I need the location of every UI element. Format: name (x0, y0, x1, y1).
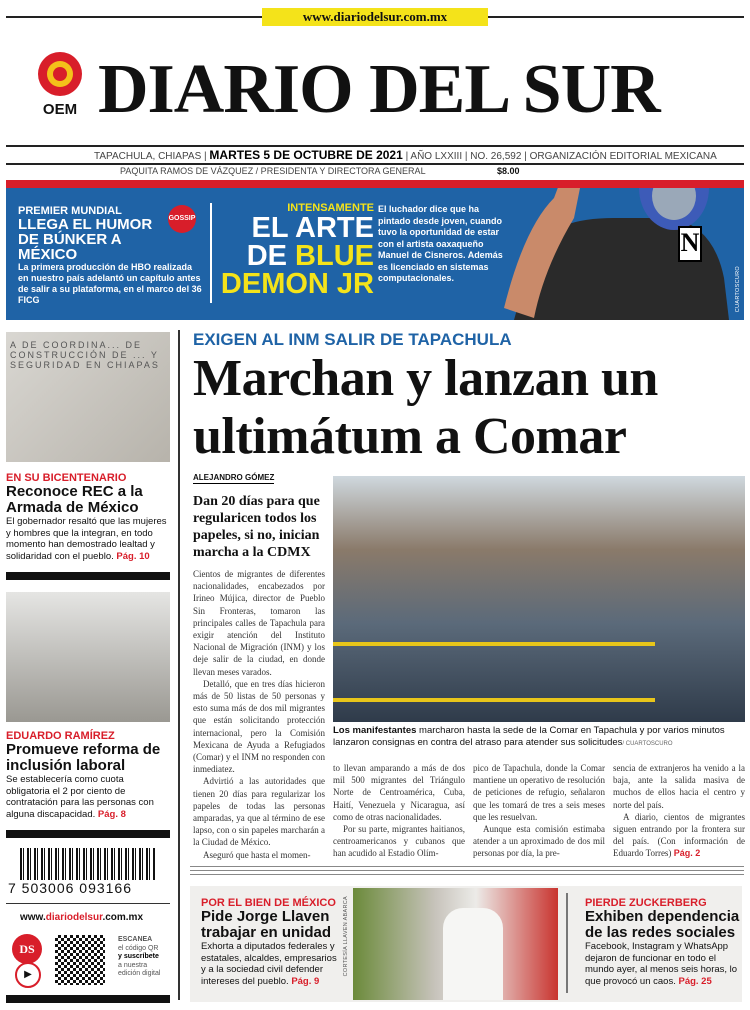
headline-line1: EL ARTE (251, 212, 374, 244)
caption-credit: / CUARTOSCURO (622, 740, 673, 747)
brand-badge: N (678, 226, 702, 262)
site-suffix: .com.mx (102, 912, 144, 923)
qr-code[interactable] (55, 935, 105, 985)
summary: El gobernador resaltó que las mujeres y hombres que la integran, en todo momento han demostrado lealtad y solidaridad con el pueblo. (6, 516, 167, 562)
year: AÑO LXXIII (410, 151, 463, 162)
page-ref[interactable]: Pág. 8 (97, 808, 126, 820)
barcode (20, 848, 155, 880)
summary: Se establecería como cuota obligatoria el 2 por ciento de contratación para las personas con alguna discapacidad. (6, 774, 154, 820)
main-kicker: EXIGEN AL INM SALIR DE TAPACHULA (193, 330, 512, 349)
summary: La primera producción de HBO realizada en nuestro país adelantó un capítulo antes de salir a su plataforma, en el marco del 36 FICG (18, 262, 202, 305)
date: MARTES 5 DE OCTUBRE DE 2021 (209, 148, 403, 162)
kicker: EDUARDO RAMÍREZ (6, 730, 115, 742)
site-link[interactable] (20, 912, 143, 923)
barcode-number: 7 503006 093166 (8, 880, 132, 896)
director: PAQUITA RAMOS DE VÁZQUEZ / PRESIDENTA Y DIRECTORA GENERAL (120, 166, 426, 176)
headline: Reconoce REC a la Armada de México (6, 483, 143, 516)
main-headline[interactable]: Marchan y lanzan un ultimátum a Comar (193, 350, 658, 465)
page-ref[interactable]: Pág. 10 (116, 550, 150, 562)
main-body-col4 (613, 762, 745, 860)
divider (190, 870, 744, 871)
qr-line: ESCANEA (118, 936, 153, 943)
divider (210, 203, 212, 303)
kicker: PIERDE ZUCKERBERG (585, 897, 707, 909)
site-prefix: www. (20, 912, 46, 923)
main-body-col1 (193, 568, 325, 861)
banner-center-story[interactable] (214, 202, 374, 298)
black-bar (6, 830, 170, 838)
divider (190, 866, 744, 867)
summary: Facebook, Instagram y WhatsApp dejaron de funcionar en todo el mundo ayer, al menos seis horas, lo que provocó un caos. (585, 941, 738, 987)
kicker: EN SU BICENTENARIO (6, 472, 127, 484)
page-ref[interactable]: Pág. 25 (678, 975, 712, 987)
oem-logo (30, 48, 90, 118)
caption-lead: Los manifestantes (333, 725, 417, 736)
paragraph-text: A diario, cientos de migrantes siguen entrando por la frontera sur del país. (Con información de Eduardo Torres) (613, 811, 745, 859)
banner-photo-credit: CUARTOSCURO (735, 266, 741, 313)
issue-number: NO. 26,592 (470, 151, 522, 162)
paragraph: Aseguró que hasta el momen- (203, 849, 311, 860)
main-subhead: Dan 20 días para que regularicen todos los papeles, si no, inician marcha a la CDMX (193, 494, 320, 560)
red-bar (6, 180, 744, 188)
photo-caption (333, 725, 745, 750)
top-banner[interactable] (6, 188, 744, 320)
story-photo (6, 332, 170, 462)
paragraph: Cientos de migrantes de diferentes nacionalidades, encabezados por Irineo Mújica, director de Pueblo Sin Fronteras, tomaron las principales calles de Tapachula para exigir atención del Instituto Nacional de Migración (INM) y los deje salir de la ciudad, en donde llevan meses varados. (193, 569, 325, 677)
headline: Exhiben dependencia de las redes sociales (585, 908, 740, 941)
headline-line2-highlight: BLUE (295, 240, 374, 272)
svg-text:OEM: OEM (42, 101, 78, 118)
black-bar (6, 995, 170, 1003)
column-divider (178, 330, 180, 1000)
qr-instructions (118, 936, 168, 979)
headline: Promueve reforma de inclusión laboral (6, 741, 161, 774)
bottom-story-2[interactable] (585, 897, 740, 987)
page-ref[interactable]: Pág. 2 (673, 848, 701, 859)
paragraph: Advirtió a las autoridades que tienen 20 días para regularizar los papeles de todas las personas amparadas, ya que al término de ese lapso, con o sin papeles marcharán a la Ciudad de México. (193, 776, 325, 848)
headline: Pide Jorge Llaven trabajar en unidad (201, 908, 332, 941)
headline-line2: DE (246, 240, 296, 272)
headline-line3: DEMON JR (220, 268, 374, 300)
caption-text: marcharon hasta la sede de la Comar en Tapachula y por varios minutos lanzaron consignas en contra del atraso para atender sus solicitudes (333, 725, 725, 748)
qr-line: a nuestra edición digital (118, 961, 161, 977)
kicker: PREMIER MUNDIAL (18, 205, 122, 217)
divider (566, 893, 568, 993)
paragraph: sencia de extranjeros ha venido a la baja, ante la salida masiva de muchos de ellos hacia el centro y norte del país. (613, 763, 745, 810)
price: $8.00 (497, 166, 520, 176)
qr-line: y suscríbete (118, 953, 159, 960)
bottom-story-1[interactable] (201, 897, 341, 987)
left-story-2[interactable] (6, 730, 170, 820)
paragraph: Detalló, que en tres días hicieron más de 50 listas de 50 personas y esto suma más de dos mil migrantes que están solicitando protección internacional, pero la Comisión Mexicana de Ayuda a Refugiados (Comar) y el INM no responden con inmediatez. (193, 678, 325, 775)
banner-center-summary: El luchador dice que ha pintado desde joven, cuando tuvo la oportunidad de estar con el artista oaxaqueño Manuel de Cisneros. Además es licenciado en sistemas computacionales. (378, 204, 503, 283)
wrestler-photo (474, 188, 744, 320)
gossip-badge: GOSSIP (168, 205, 196, 233)
photo-sign-text: A DE COORDINA... DE CONSTRUCCIÓN DE ... Y SEGURIDAD EN CHIAPAS (10, 340, 160, 370)
paragraph: Por su parte, migrantes haitianos, centroamericanos y cubanos que han acudido al Estadio Olím- (333, 824, 465, 859)
city: TAPACHULA, CHIAPAS (94, 151, 202, 162)
paragraph: to llevan amparando a más de dos mil 500 migrantes del Triángulo Norte de Centroamérica, Cuba, Haití, Venezuela y Nicaragua, así como de otras nacionalidades. (333, 763, 465, 822)
edition-info: TAPACHULA, CHIAPAS | MARTES 5 DE OCTUBRE DE 2021 | AÑO LXXIII | NO. 26,592 | ORGANIZACIÓN EDITORIAL MEXICANA (6, 145, 744, 165)
summary: Exhorta a diputados federales y estatales, alcaldes, empresarios y a la sociedad civil defender intereses del pueblo. (201, 941, 337, 987)
black-bar (6, 572, 170, 580)
paragraph (613, 811, 745, 860)
page-ref[interactable]: Pág. 9 (291, 975, 320, 987)
main-photo-protest (333, 476, 745, 722)
qr-line: el código QR (118, 944, 159, 952)
story-photo (6, 592, 170, 722)
site-url[interactable]: www.diariodelsur.com.mx (262, 8, 488, 26)
barrier (333, 642, 655, 702)
masthead: DIARIO DEL SUR (98, 51, 660, 128)
ds-logo: DS (12, 934, 42, 964)
bottom-photo (353, 888, 558, 1000)
bottom-photo-credit: CORTESÍA LLAVEN ABARCA (343, 896, 349, 977)
left-story-1[interactable] (6, 472, 170, 562)
byline: ALEJANDRO GÓMEZ (193, 473, 275, 482)
main-body-col3 (473, 762, 605, 860)
organization: ORGANIZACIÓN EDITORIAL MEXICANA (529, 151, 717, 162)
kicker: POR EL BIEN DE MÉXICO (201, 897, 336, 909)
site-brand: diariodelsur (45, 912, 103, 923)
play-icon[interactable]: ▶ (15, 962, 41, 988)
paragraph: pico de Tapachula, donde la Comar mantiene un operativo de resolución de peticiones de refugio, señalaron que les tomará de tres a seis meses que les resuelvan. (473, 763, 605, 822)
kicker: INTENSAMENTE (287, 202, 374, 214)
divider (190, 874, 744, 875)
headline: LLEGA EL HUMOR DE BÚNKER A MÉXICO (18, 216, 153, 263)
main-body-col2 (333, 762, 465, 860)
divider (6, 903, 170, 904)
speaker-figure (443, 908, 503, 1000)
paragraph: Aunque esta comisión estimaba atender a un aproximado de dos mil personas por día, la pre- (473, 824, 605, 859)
